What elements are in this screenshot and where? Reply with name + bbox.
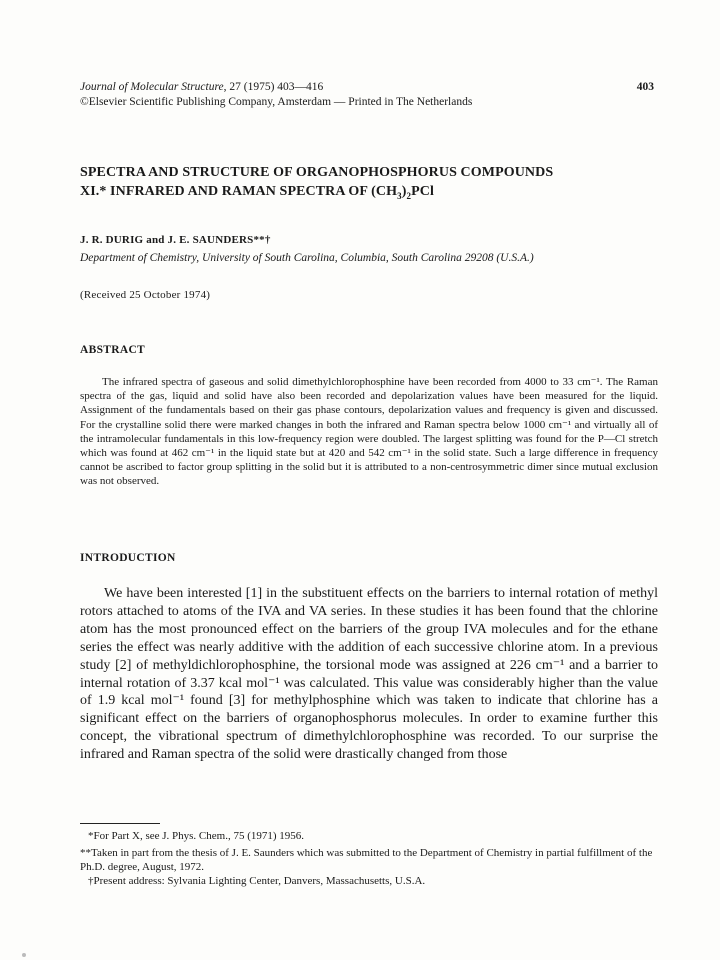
page-number: 403	[636, 81, 654, 93]
footnote-3: †Present address: Sylvania Lighting Center, Danvers, Massachusetts, U.S.A.	[88, 875, 426, 887]
footnote-2: **Taken in part from the thesis of J. E. Saunders which was submitted to the Department of Chemistry in partial fulfillment of the Ph.D. degree, August, 1972.	[80, 847, 653, 873]
footnote-1: *For Part X, see J. Phys. Chem., 75 (1971) 1956.	[88, 830, 305, 842]
introduction-text: We have been interested [1] in the substituent effects on the barriers to internal rotation of methyl rotors attached to atoms of the IVA and VA series. In these studies it has been found that the chlorine atom has the most pronounced effect on the barriers of the group IVA molecules and for the ethane series the effect was nearly additive with the addition of each successive chlorine atom. In a previous study [2] of methyldichlorophosphine, the torsional mode was assigned at 226 cm⁻¹ and a barrier to internal rotation of 3.37 kcal mol⁻¹ was calculated. This value was considerably higher than the value of 1.9 kcal mol⁻¹ found [3] for methylphosphine which was taken to indicate that chlorine has a significant effect on the barriers of organophosphorus molecules. In order to examine further this concept, the vibrational spectrum of dimethylchlorophosphine was recorded. To our surprise the infrared and Raman spectra of the solid were drastically changed from those	[80, 586, 658, 763]
journal-citation: , 27 (1975) 403—416	[223, 81, 324, 93]
footnote-rule	[80, 823, 160, 824]
affiliation: Department of Chemistry, University of South Carolina, Columbia, South Carolina 29208 (U.S.A.)	[80, 252, 534, 264]
journal-name: Journal of Molecular Structure	[80, 81, 224, 93]
article-title	[80, 163, 670, 206]
running-header	[80, 80, 654, 95]
scan-speck	[22, 953, 26, 957]
abstract-heading: ABSTRACT	[80, 344, 146, 356]
authors: J. R. DURIG and J. E. SAUNDERS**†	[80, 234, 271, 246]
title-line-2: XI.* INFRARED AND RAMAN SPECTRA OF $(CH_3)_2PCl$	[80, 184, 434, 201]
publisher-line: ©Elsevier Scientific Publishing Company, Amsterdam — Printed in The Netherlands	[80, 96, 473, 108]
received-date: (Received 25 October 1974)	[80, 289, 211, 301]
abstract-text: The infrared spectra of gaseous and solid dimethylchlorophosphine have been recorded from 4000 to 33 cm⁻¹. The Raman spectra of the gas, liquid and solid have also been recorded and depolarization values have been measured for the liquid. Assignment of the fundamentals based on their gas phase contours, depolarization values and frequency is given and discussed. For the crystalline solid there were marked changes in both the infrared and Raman spectra below 1000 cm⁻¹ and virtually all of the intramolecular fundamentals in this low-frequency region were doubled. The largest splitting was found for the P—Cl stretch which was found at 462 cm⁻¹ in the liquid state but at 420 and 542 cm⁻¹ in the solid state. Such a large difference in frequency cannot be ascribed to factor group splitting in the solid but it is attributed to a non-centrosymmetric dimer since mutual exclusion was not observed.	[80, 376, 658, 488]
title-line-1: SPECTRA AND STRUCTURE OF ORGANOPHOSPHORUS COMPOUNDS	[80, 165, 554, 180]
introduction-heading: INTRODUCTION	[80, 552, 176, 564]
